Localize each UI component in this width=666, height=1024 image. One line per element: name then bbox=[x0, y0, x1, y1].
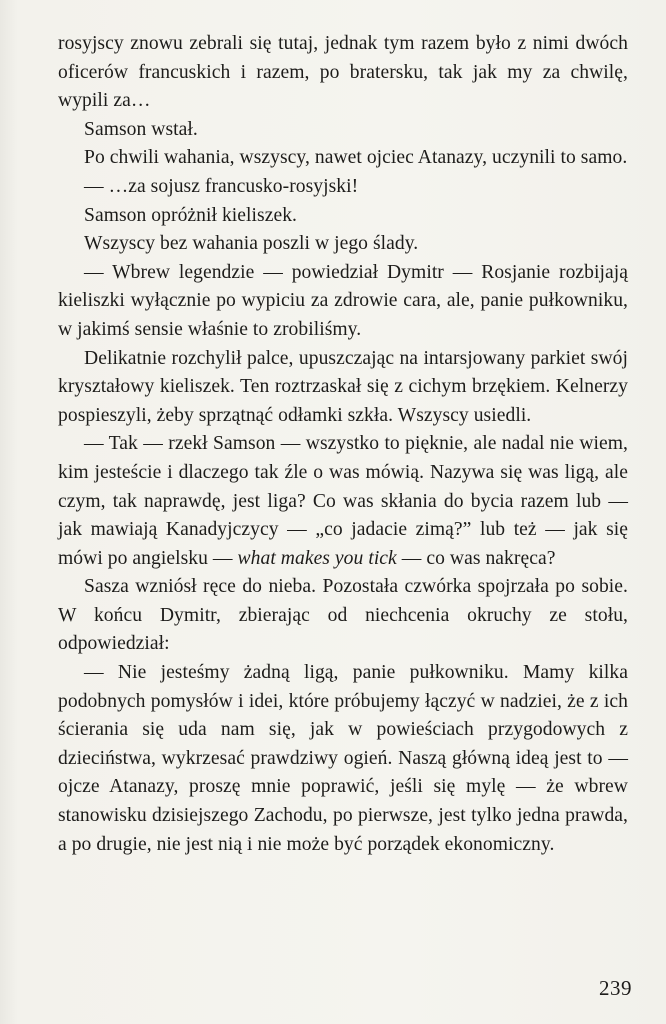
paragraph-5: Samson opróżnił kieliszek. bbox=[84, 204, 297, 226]
paragraph-8: Delikatnie rozchylił palce, upuszczając na intarsjowany parkiet swój kryształowy kieliszek. Ten roztrzaskał się z cichym brzękiem. Kelnerzy pospieszyli, żeby sprzątnąć odłamki szkła. Wszyscy usiedli. bbox=[58, 347, 628, 426]
paragraph-9-text-after: — co was nakręca? bbox=[396, 547, 556, 569]
paragraph-6: Wszyscy bez wahania poszli w jego ślady. bbox=[84, 233, 419, 255]
paragraph-9-italic-phrase: what makes you tick bbox=[237, 547, 397, 569]
paragraph-11: — Nie jesteśmy żadną ligą, panie pułkowniku. Mamy kilka podobnych pomysłów i idei, które próbujemy łączyć w nadziei, że z ich ścierania się uda nam się, jak w powieściach przygodowych z dzieciństwa, wykrzesać prawdziwy ogień. Naszą główną ideą jest to — ojcze Atanazy, proszę mnie poprawić, jeśli się mylę — że wbrew stanowisku dzisiejszego Zachodu, po pierwsze, jest tylko jedna prawda, a po drugie, nie jest nią i nie może być porządek ekonomiczny. bbox=[58, 662, 628, 855]
page-number: 239 bbox=[599, 976, 632, 1000]
paragraph-7: — Wbrew legendzie — powiedział Dymitr — Rosjanie rozbijają kieliszki wyłącznie po wypiciu za zdrowie cara, ale, panie pułkowniku, w jakimś sensie właśnie to zrobiliśmy. bbox=[58, 261, 628, 340]
paragraph-10: Sasza wzniósł ręce do nieba. Pozostała czwórka spojrzała po sobie. W końcu Dymitr, zbierając od niechcenia okruchy ze stołu, odpowiedział: bbox=[58, 576, 628, 655]
paragraph-2: Samson wstał. bbox=[84, 118, 198, 140]
paragraph-9-text-before: — Tak — rzekł Samson — wszystko to pięknie, ale nadal nie wiem, kim jesteście i dlaczego tak źle o was mówią. Nazywa się was ligą, ale czym, tak naprawdę, jest liga? Co was skłania do bycia razem lub — jak mawiają Kanadyjczycy — „co jadacie zimą?” lub też — jak się mówi po angielsku — bbox=[58, 433, 628, 569]
body-text bbox=[58, 30, 628, 859]
paragraph-1: rosyjscy znowu zebrali się tutaj, jednak tym razem było z nimi dwóch oficerów francuskich i razem, po bratersku, tak jak my za chwilę, wypili za… bbox=[58, 33, 628, 112]
paragraph-4: — …za sojusz francusko-rosyjski! bbox=[84, 175, 359, 197]
paragraph-3: Po chwili wahania, wszyscy, nawet ojciec Atanazy, uczynili to samo. bbox=[84, 147, 628, 169]
paragraph-9 bbox=[58, 430, 628, 573]
